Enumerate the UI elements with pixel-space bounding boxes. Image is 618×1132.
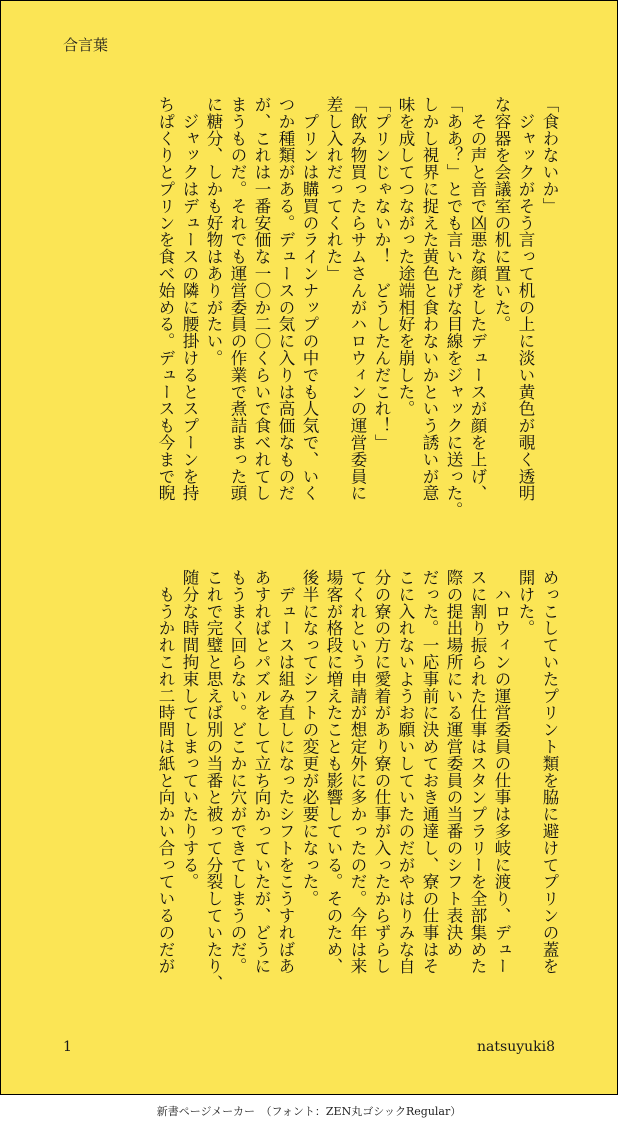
generator-credit: 新書ページメーカー （フォント：ZEN丸ゴシックRegular） <box>156 1105 462 1118</box>
text-line: が、これは一番安価な一〇か二〇くらいで食べれてし <box>252 96 271 502</box>
text-line: めっこしていたプリント類を脇に避けてプリンの蓋を <box>540 569 559 975</box>
text-line: 際の提出場所にいる運営委員の当番のシフト表決め <box>444 569 463 958</box>
text-line: 「ああ？」とでも言いたげな目線をジャックに送った。 <box>444 96 463 519</box>
text-line: ジャックがそう言って机の上に淡い黄色が覗く透明 <box>516 96 535 502</box>
text-line: まうものだ。それでも運営委員の作業で煮詰まった頭 <box>228 96 247 502</box>
text-line: に糖分、しかも好物はありがたい。 <box>204 96 223 367</box>
text-line: デュースは組み直しになったシフトをこうすればあ <box>276 569 295 975</box>
text-line: その声と音で凶悪な顔をしたデュースが顔を上げ、 <box>468 96 487 502</box>
text-line: 味を成してつながった途端相好を崩した。 <box>396 96 415 418</box>
text-line: もうかれこれ二時間は紙と向かい合っているのだが <box>156 569 175 975</box>
text-line: しかし視界に捉えた黄色と食わないかという誘いが意 <box>420 96 439 502</box>
text-line: てくれという申請が想定外に多かったのだ。今年は来 <box>348 569 367 975</box>
page-number: 1 <box>63 1039 72 1055</box>
text-line: 「食わないか」 <box>540 96 559 215</box>
text-line: 後半になってシフトの変更が必要になった。 <box>300 569 319 907</box>
text-line: 分の寮の方に愛着があり寮の仕事が入ったからずらし <box>372 569 391 975</box>
text-line: 随分な時間拘束してしまっていたりする。 <box>180 569 199 891</box>
text-line: ジャックはデュースの隣に腰掛けるとスプーンを持 <box>180 96 199 502</box>
text-line: もうまく回らない。どこかに穴ができてしまうのだ。 <box>228 569 247 975</box>
author-name: natsuyuki8 <box>477 1039 555 1055</box>
text-line: 開けた。 <box>516 569 535 637</box>
text-line: つか種類がある。デュースの気に入りは高価なものだ <box>276 96 295 502</box>
text-line: スに割り振られた仕事はスタンプラリーを全部集めた <box>468 569 487 975</box>
text-line: プリンは購買のラインナップの中でも人気で、いく <box>300 96 319 502</box>
text-line: こに入れないようお願いしていたのだがやはりみな自 <box>396 569 415 975</box>
text-line: 差し入れだってくれた」 <box>324 96 343 282</box>
text-line: 場客が格段に増えたことも影響している。そのため、 <box>324 569 343 975</box>
text-line: これで完璧と思えば別の当番と被って分裂していたり、 <box>204 569 223 992</box>
text-line: 「プリンじゃないか！ どうしたんだこれ！」 <box>372 96 391 451</box>
text-line: 「飲み物買ったらサムさんがハロウィンの運営委員に <box>348 96 367 502</box>
upper-text-block <box>61 96 561 536</box>
text-line: ハロウィンの運営委員の仕事は多岐に渡り、デュー <box>492 569 511 975</box>
text-line: な容器を会議室の机に置いた。 <box>492 96 511 333</box>
text-line: ちぱくりとプリンを食べ始める。デュースも今まで睨 <box>156 96 175 502</box>
work-title: 合言葉 <box>63 36 109 54</box>
text-line: あすればとパズルをして立ち向かっていたが、どうに <box>252 569 271 975</box>
text-line: だった。一応事前に決めておき通達し、寮の仕事はそ <box>420 569 439 975</box>
lower-text-block <box>61 569 561 1009</box>
